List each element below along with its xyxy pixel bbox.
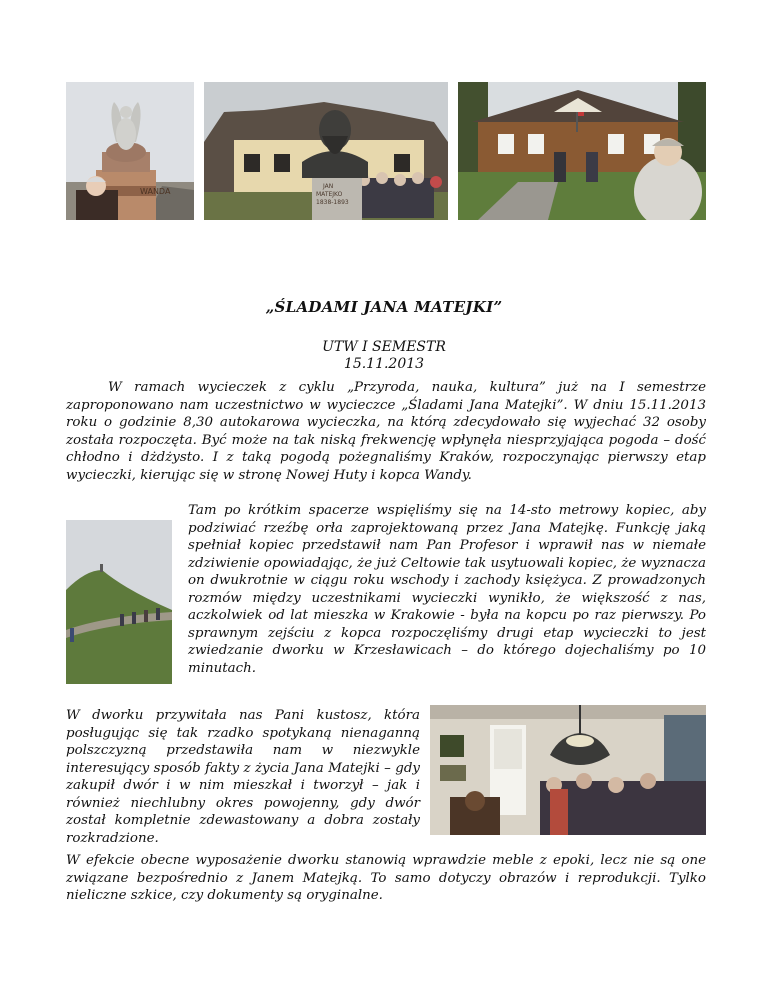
paragraph-furnishings: W efekcie obecne wyposażenie dworku stanowią wprawdzie meble z epoki, lecz nie są one związane bezpośrednio z Janem Matejką. To samo dotyczy obrazów i reprodukcji. Tylko nieliczne szkice, czy dokumenty są oryginalne.	[66, 853, 706, 903]
plaque-line2: MATEJKO	[316, 191, 343, 198]
subtitle-semester: UTW I SEMESTR	[322, 339, 446, 355]
page-title: „ŚLADAMI JANA MATEJKI”	[265, 298, 503, 316]
paragraph-intro: W ramach wycieczek z cyklu „Przyroda, nauka, kultura” już na I semestrze zaproponowano nam uczestnictwo w wycieczce „Śladami Jana Matejki”. W dniu 15.11.2013 roku o godzinie 8,30 autokarowa wycieczka, na którą zdecydowało się wyjechać 32 osoby została rozpoczęta. Być może na tak niską frekwencję wpłynęła niesprzyjająca pogoda – dość chłodno i dżdżysto. I z taką pogodą pożegnaliśmy Kraków, rozpoczynając pierwszy etap wycieczki, kierując się w stronę Nowej Huty i kopca Wandy.	[66, 380, 706, 483]
subtitle-date: 15.11.2013	[343, 356, 425, 372]
plaque-line1: JAN	[323, 183, 334, 190]
photo-interior	[430, 705, 706, 835]
paragraph-manor-visit: W dworku przywitała nas Pani kustosz, która posługując się tak rzadko spotykaną nienaganną polszczyzną przedstawiła nam w niezwykle interesujący sposób fakty z życia Jana Matejki – gdy zakupił dwór i w nim mieszkał i tworzył – jak i również niechlubny okres powojenny, gdy dwór został kompletnie zdewastowany a dobra zostały rozkradzione.	[66, 708, 420, 846]
plaque-line3: 1838-1893	[316, 199, 349, 206]
paragraph-mound: Tam po krótkim spacerze wspięliśmy się na 14-sto metrowy kopiec, aby podziwiać rzeźbę orła zaprojektowaną przez Jana Matejkę. Funkcję jaką spełniał kopiec przedstawił nam Pan Profesor i wprawił nas w niemałe zdziwienie opowiadając, że już Celtowie tak usytuowali kopiec, że wyznacza on dwukrotnie w ciągu roku wschody i zachody księżyca. Z prowadzonych rozmów między uczestnikami wycieczki wynikło, że większość z nas, aczkolwiek od lat mieszka w Krakowie - była na kopcu po raz pierwszy. Po sprawnym zejściu z kopca rozpoczęliśmy drugi etap wycieczki to jest zwiedzanie dworku w Krzesławicach – do którego dojechaliśmy po 10 minutach.	[188, 503, 706, 676]
photo-mound	[66, 520, 172, 684]
photo-matejko-bust	[204, 82, 448, 220]
plaque-text: WANDA	[140, 187, 171, 196]
photo-eagle-monument	[66, 82, 194, 220]
photo-manor-house	[458, 82, 706, 220]
